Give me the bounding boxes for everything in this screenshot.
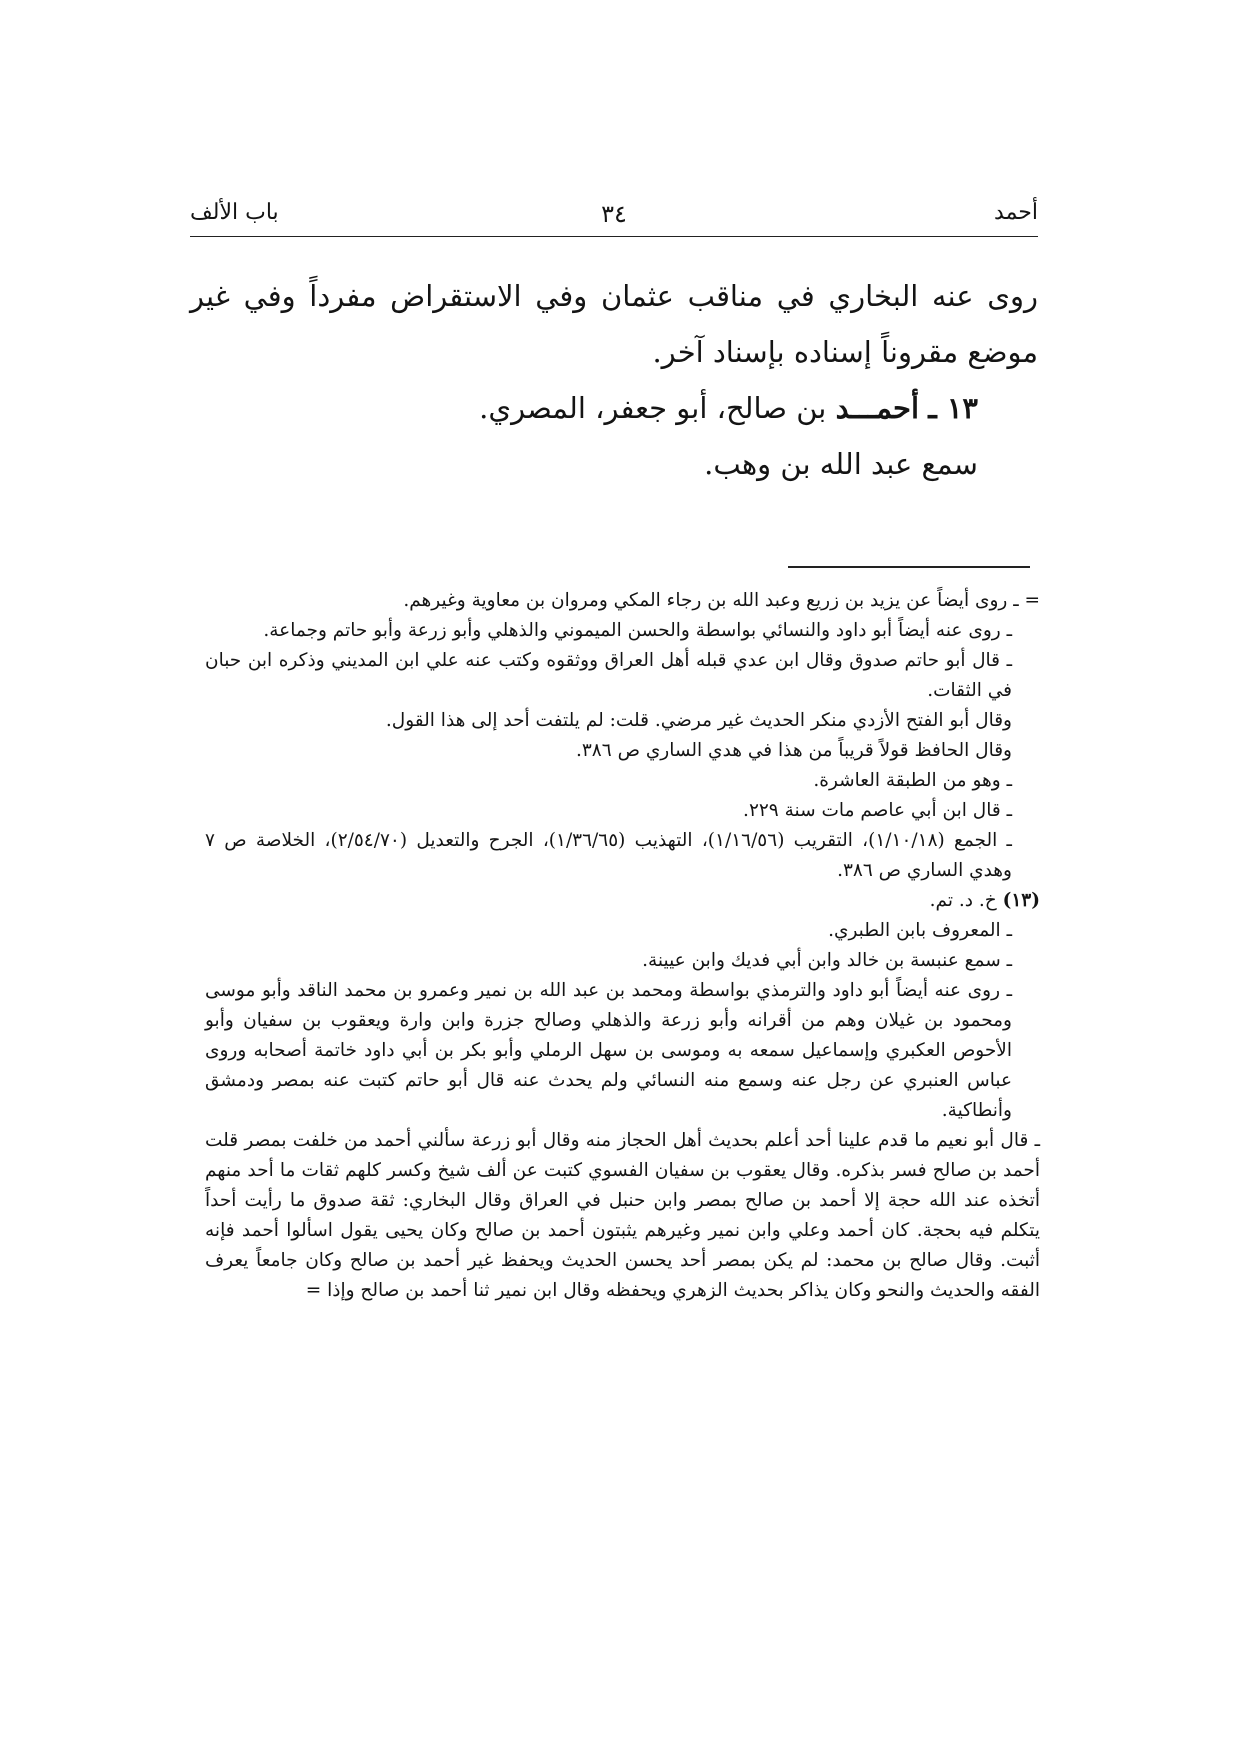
note-13-heading [205,886,1040,916]
footnote-line: ـ سمع عنبسة بن خالد وابن أبي فديك وابن عيينة. [642,950,1012,971]
footnote-line: ـ قال أبو نعيم ما قدم علينا أحد أعلم بحديث أهل الحجاز منه وقال أبو زرعة سألني أحمد من خلفت بمصر قلت أحمد بن صالح فسر بذكره. وقال يعقوب بن سفيان الفسوي كتبت عن ألف شيخ وكسر كلهم ثقات ما أحد منهم أتخذه عند الله حجة إلا أحمد بن صالح بمصر وابن حنبل في العراق وقال البخاري: ثقة صدوق ما رأيت أحداً يتكلم فيه بحجة. كان أحمد وعلي وابن نمير وغيرهم يثبتون أحمد بن صالح وكان يحيى يقول اسألوا أحمد فإنه أثبت. وقال صالح بن محمد: لم يكن بمصر أحد يحسن الحديث ويحفظ غير أحمد بن صالح وكان جامعاً يعرف الفقه والحديث والنحو وكان يذاكر بحديث الزهري ويحفظه وقال ابن نمير ثنا أحمد بن صالح وإذا = [205,1130,1040,1301]
main-text [190,268,1038,492]
header-entry-name: أحمد [994,200,1038,225]
note-number: (١٣) [1002,890,1040,911]
footnote-line: ـ وهو من الطبقة العاشرة. [813,770,1012,791]
entry-heading-rest: بن صالح، أبو جعفر، المصري. [479,391,827,425]
footnote-line: ـ روى عنه أيضاً أبو داود والترمذي بواسطة ومحمد بن عبد الله بن نمير وعمرو بن محمد الناقد وأبو موسى ومحمود بن غيلان وهم من أقرانه وأبو زرعة والذهلي وصالح جزرة وابن وارة ويعقوب بن سفيان وأبو الأحوص العكبري وإسماعيل سمعه به وموسى بن سهل الرملي وأبو بكر بن أبي داود خاتمة أصحابه وروى عباس العنبري عن رجل عنه وسمع منه النسائي ولم يحدث عنه قال أبو حاتم كتبت عنه بمصر ودمشق وأنطاكية. [205,980,1012,1121]
footnote-line: = ـ روى أيضاً عن يزيد بن زريع وعبد الله بن رجاء المكي ومروان بن معاوية وغيرهم. [403,590,1040,611]
main-paragraph: روى عنه البخاري في مناقب عثمان وفي الاستقراض مفرداً وفي غير موضع مقروناً إسناده بإسناد آخر. [190,279,1038,369]
footnote-line: ـ المعروف بابن الطبري. [828,920,1012,941]
entry-number: ١٣ ـ [928,391,978,425]
footnote-line: ـ الجمع (١/١٠/١٨)، التقريب (١/١٦/٥٦)، التهذيب (١/٣٦/٦٥)، الجرح والتعديل (٢/٥٤/٧٠)، الخلاصة ص ٧ وهدي الساري ص ٣٨٦. [205,830,1012,881]
header-chapter-title: باب الألف [190,200,279,225]
header-rule [190,236,1038,237]
page-number: ٣٤ [601,200,627,228]
footnote-separator [788,566,1030,568]
footnote-line: وقال أبو الفتح الأزدي منكر الحديث غير مرضي. قلت: لم يلتفت أحد إلى هذا القول. [385,710,1012,731]
running-header [190,200,1038,234]
footnote-line: ـ روى عنه أيضاً أبو داود والنسائي بواسطة والحسن الميموني والذهلي وأبو زرعة وأبو حاتم وجماعة. [263,620,1012,641]
main-paragraph: سمع عبد الله بن وهب. [704,447,978,481]
note-sigla: خ. د. تم. [929,890,997,911]
footnote-line: ـ قال أبو حاتم صدوق وقال ابن عدي قبله أهل العراق ووثقوه وكتب عنه علي ابن المديني وذكره ابن حبان في الثقات. [205,650,1012,701]
footnote-line: ـ قال ابن أبي عاصم مات سنة ٢٢٩. [743,800,1012,821]
entry-name: أحمـــد [835,391,920,425]
footnotes [205,586,1040,1306]
entry-heading [190,380,978,436]
footnote-line: وقال الحافظ قولاً قريباً من هذا في هدي الساري ص ٣٨٦. [575,740,1012,761]
